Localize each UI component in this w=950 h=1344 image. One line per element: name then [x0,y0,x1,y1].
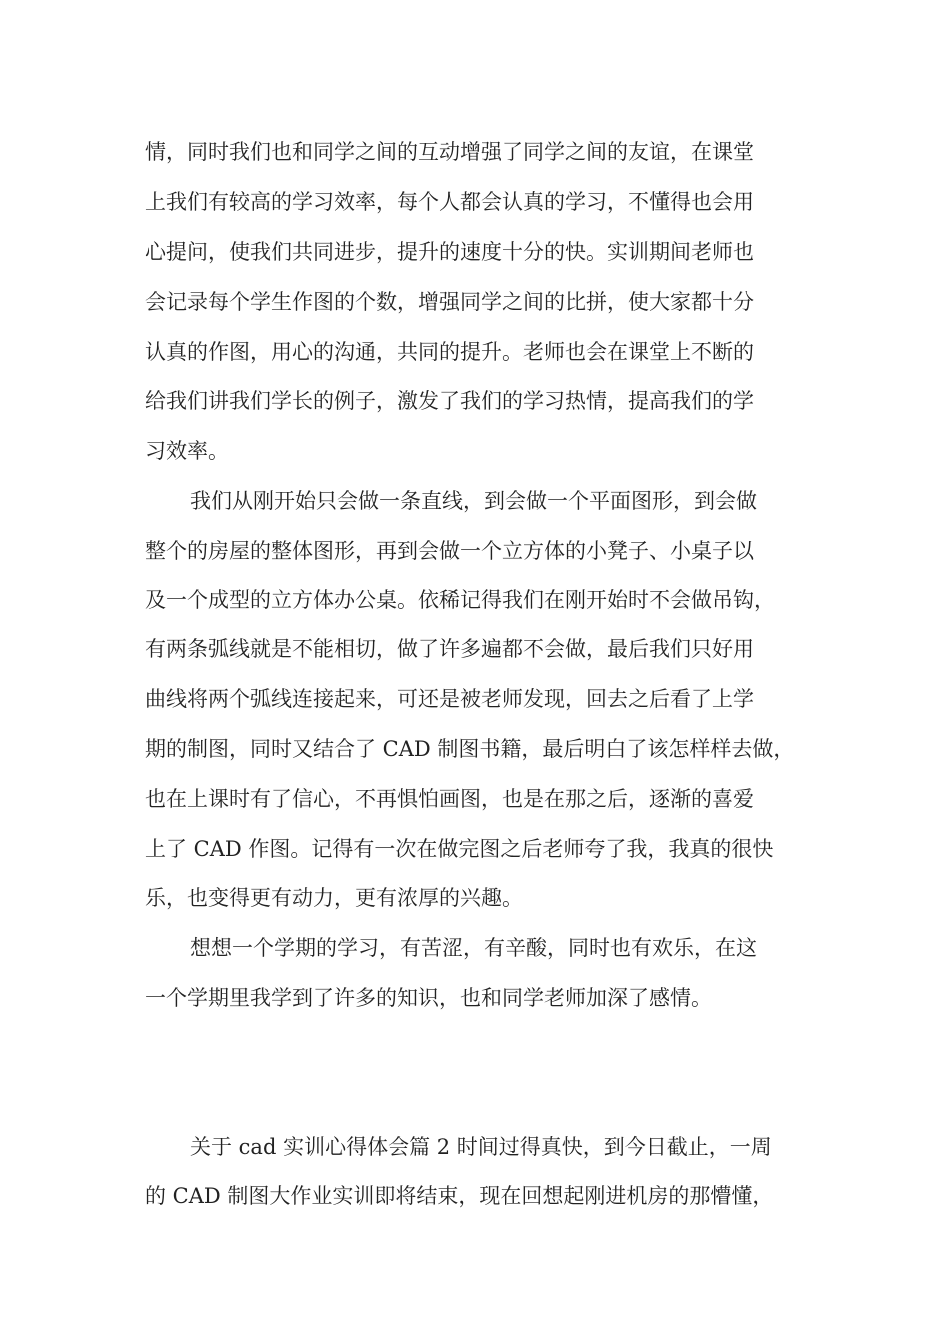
paragraph1-line-5: 认真的作图，用心的沟通，共同的提升。老师也会在课堂上不断的 [145,340,754,364]
paragraph2-line-7: 也在上课时有了信心，不再惧怕画图，也是在那之后，逐渐的喜爱 [145,787,754,811]
paragraph1-line-6: 给我们讲我们学长的例子，激发了我们的学习热情，提高我们的学 [145,389,754,413]
paragraph3-line-2: 一个学期里我学到了许多的知识，也和同学老师加深了感情。 [145,986,712,1010]
paragraph2-line-5: 曲线将两个弧线连接起来，可还是被老师发现，回去之后看了上学 [145,687,754,711]
paragraph2-line-1: 我们从刚开始只会做一条直线，到会做一个平面图形，到会做 [190,489,757,513]
paragraph1-line-4: 会记录每个学生作图的个数，增强同学之间的比拼，使大家都十分 [145,290,754,314]
paragraph1-line-1: 情，同时我们也和同学之间的互动增强了同学之间的友谊，在课堂 [145,140,754,164]
paragraph3-line-1: 想想一个学期的学习，有苦涩，有辛酸，同时也有欢乐，在这 [190,936,757,960]
paragraph2-line-9: 乐，也变得更有动力，更有浓厚的兴趣。 [145,886,523,910]
paragraph4-line-2: 的 CAD 制图大作业实训即将结束，现在回想起刚进机房的那懵懂， [145,1184,774,1208]
paragraph1-line-3: 心提问，使我们共同进步，提升的速度十分的快。实训期间老师也 [145,240,754,264]
paragraph4-line-1: 关于 cad 实训心得体会篇 2 时间过得真快，到今日截止，一周 [190,1135,772,1159]
paragraph2-line-3: 及一个成型的立方体办公桌。依稀记得我们在刚开始时不会做吊钩， [145,588,775,612]
paragraph2-line-6: 期的制图，同时又结合了 CAD 制图书籍，最后明白了该怎样样去做， [145,737,795,761]
paragraph2-line-2: 整个的房屋的整体图形，再到会做一个立方体的小凳子、小桌子以 [145,539,754,563]
paragraph1-line-2: 上我们有较高的学习效率，每个人都会认真的学习，不懂得也会用 [145,190,754,214]
paragraph1-line-7: 习效率。 [145,439,229,463]
paragraph2-line-8: 上了 CAD 作图。记得有一次在做完图之后老师夸了我，我真的很快 [145,837,774,861]
paragraph2-line-4: 有两条弧线就是不能相切，做了许多遍都不会做，最后我们只好用 [145,637,754,661]
